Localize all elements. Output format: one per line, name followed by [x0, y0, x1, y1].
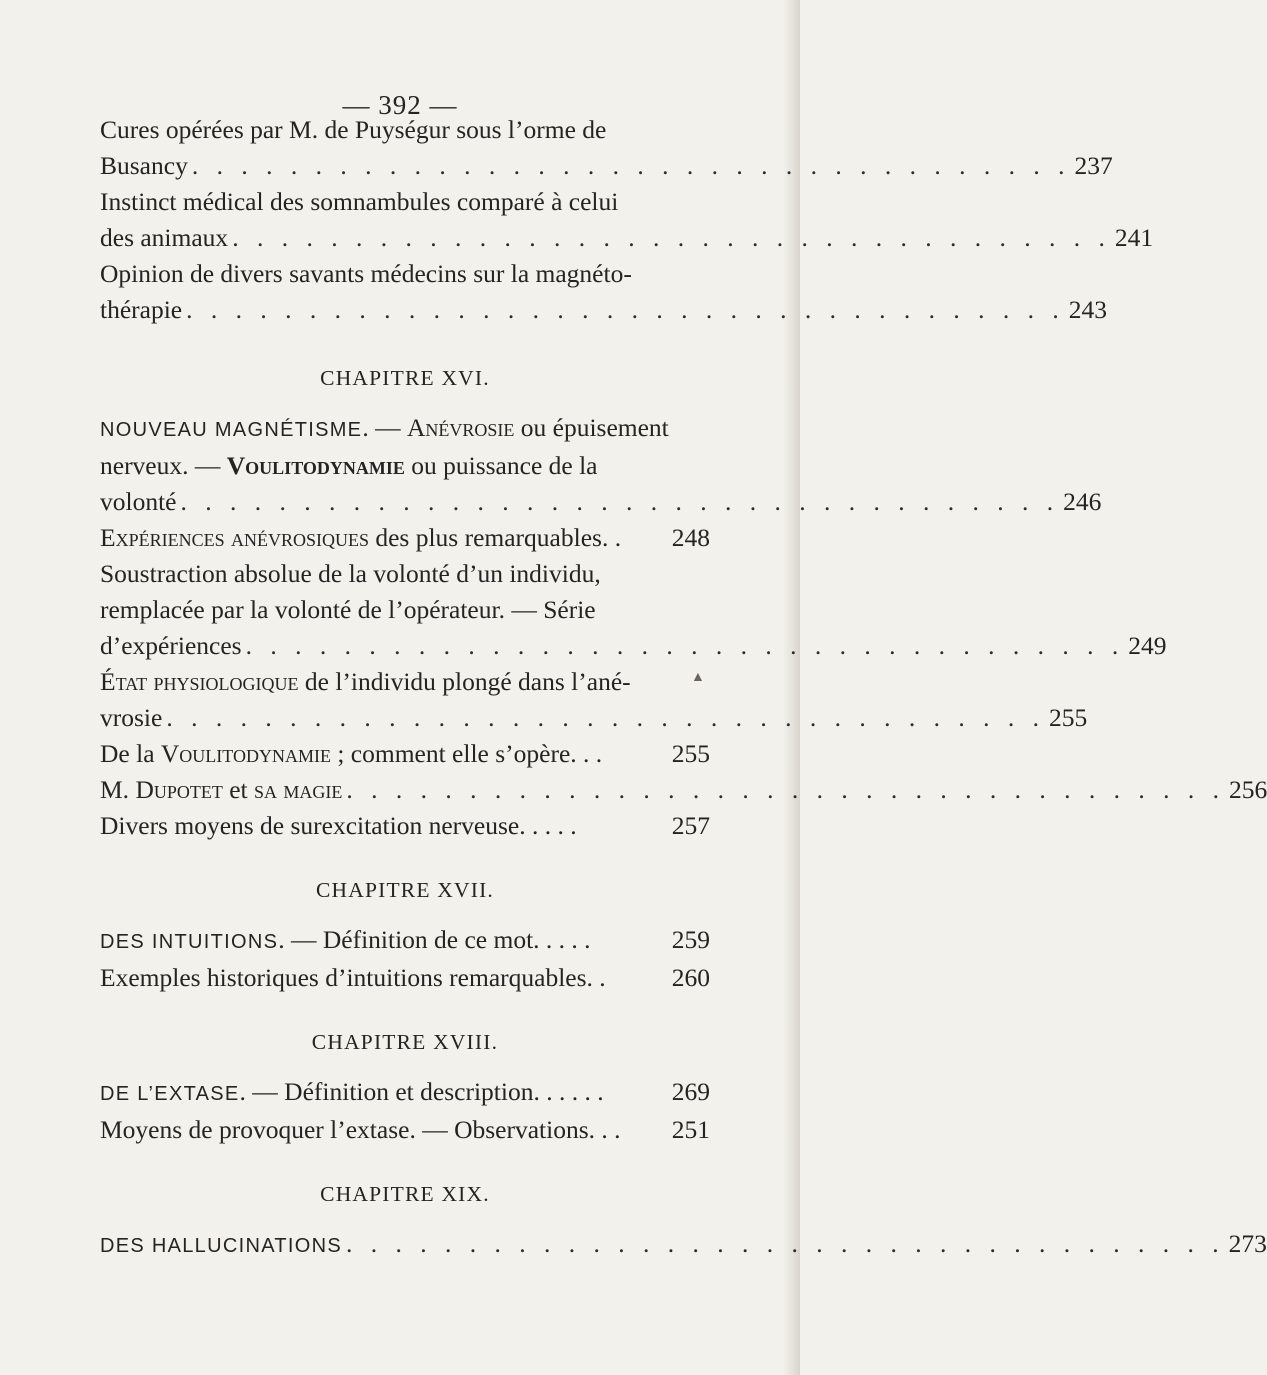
entry-last-line — [100, 292, 1107, 328]
dot-leader: . . . . . . . . . . . . . . . . . . . . . . . . . . . . . . . . . . . . — [346, 775, 1226, 804]
entry-text: ; comment elle s’opère. . . — [330, 739, 603, 768]
entry-text-group — [100, 736, 602, 772]
entry-last-line — [100, 1226, 1267, 1264]
entry-smallcaps: Dupotet — [135, 775, 223, 804]
page-ref: 246 — [1063, 487, 1102, 516]
entry-last-line — [100, 1074, 710, 1112]
page-ref: 259 — [671, 925, 710, 954]
toc-entry: Soustraction absolue de la volonté d’un individu, remplacée par la volonté de l’opérateur. — Série d’expériences . . . . . . . . . . . . . . . . . . . . . . . . . . . . . . . . . . . . 249 ▲ — [100, 556, 710, 664]
toc-entry — [100, 256, 1107, 328]
toc-entry — [100, 664, 1088, 736]
entry-last-line — [100, 220, 1154, 256]
entry-text: M. — [100, 775, 136, 804]
chapter-heading: CHAPITRE XVI. — [320, 366, 490, 390]
page-ref: 255 — [671, 739, 710, 768]
entry-caps: DES INTUITIONS — [100, 931, 279, 953]
toc-entry — [100, 184, 1154, 256]
entry-text: Soustraction absolue de la volonté d’un individu, — [100, 559, 601, 588]
toc-entry — [100, 1112, 710, 1148]
entry-line — [100, 410, 710, 448]
chapter-heading: CHAPITRE XVII. — [315, 878, 495, 902]
page-ref: 251 — [671, 1115, 710, 1144]
toc-entry — [100, 1074, 710, 1112]
page-ref: 269 — [671, 1077, 710, 1106]
entry-smallcaps: Expériences anévrosiques — [100, 523, 369, 552]
entry-last-line — [100, 484, 1102, 520]
entry-text-group — [100, 772, 342, 808]
entry-text: nerveux. — — [100, 451, 227, 480]
entry-text: De la — [100, 739, 161, 768]
toc-entry — [100, 922, 710, 960]
entry-smallcaps: Voulitodynamie — [160, 739, 331, 768]
entry-last-line — [100, 148, 1113, 184]
entry-caps: NOUVEAU MAGNÉTISME — [100, 419, 363, 441]
entry-text: thérapie — [100, 295, 183, 324]
page-ref: 273 — [1228, 1229, 1267, 1258]
toc-entry — [100, 772, 1267, 808]
toc-entry — [100, 960, 710, 996]
page-ref: 237 — [1074, 151, 1113, 180]
page-ref: 248 — [671, 523, 710, 552]
entry-text: . — — [362, 413, 407, 442]
entry-text-group — [100, 1074, 604, 1112]
toc-entry — [100, 1226, 1267, 1264]
chapter-heading: CHAPITRE XVIII. — [311, 1030, 499, 1054]
entry-text: Moyens de provoquer l’extase. — Observations. . . — [100, 1115, 621, 1144]
entry-text: . — Définition et description. . . . . . — [239, 1077, 604, 1106]
entry-smallcaps: Anévrosie — [406, 413, 515, 442]
entry-text: remplacée par la volonté de l’opérateur. — Série — [100, 595, 596, 624]
entry-smallcaps: Voulitodynamie — [226, 451, 405, 480]
entry-text: . — Définition de ce mot. . . . . — [278, 925, 591, 954]
entry-caps: DES HALLUCINATIONS — [100, 1235, 342, 1257]
entry-last-line — [100, 1112, 710, 1148]
entry-text: Cures opérées par M. de Puységur sous l’orme de — [100, 115, 607, 144]
toc-entry — [100, 736, 710, 772]
dot-leader: . . . . . . . . . . . . . . . . . . . . . . . . . . . . . . . . . . . . — [245, 631, 1125, 660]
entry-last-line — [100, 736, 710, 772]
entry-caps: DE L’EXTASE — [100, 1083, 240, 1105]
page-ref: 243 — [1068, 295, 1107, 324]
entry-line — [100, 448, 710, 484]
entry-text: Opinion de divers savants médecins sur la magnéto- — [100, 259, 632, 288]
dot-leader: . . . . . . . . . . . . . . . . . . . . . . . . . . . . . . . . . . . . — [180, 487, 1060, 516]
dot-leader: . . . . . . . . . . . . . . . . . . . . . . . . . . . . . . . . . . . . — [166, 703, 1045, 732]
page-ref: 257 — [671, 811, 710, 840]
entry-last-line — [100, 922, 710, 960]
chapter-heading: CHAPITRE XIX. — [320, 1182, 490, 1206]
entry-last-line — [100, 628, 1167, 664]
entry-text-group — [100, 922, 591, 960]
entry-text: d’expériences — [100, 631, 242, 660]
entry-last-line — [100, 960, 710, 996]
entry-text: Divers moyens de surexcitation nerveuse. . . . . — [100, 811, 577, 840]
entry-text: Instinct médical des somnambules comparé à celui — [100, 187, 619, 216]
entry-last-line — [100, 772, 1267, 808]
dot-leader: . . . . . . . . . . . . . . . . . . . . . . . . . . . . . . . . . . . . — [191, 151, 1071, 180]
toc-entry — [100, 520, 710, 556]
entry-text: des plus remarquables. . — [368, 523, 622, 552]
page-ref: 241 — [1114, 223, 1154, 252]
entry-text: des animaux — [100, 223, 229, 252]
entry-text: ou puissance de la — [404, 451, 598, 480]
page-number: — 392 — — [342, 90, 458, 120]
page-ref: 249 — [1128, 631, 1167, 660]
entry-text: Exemples historiques d’intuitions remarquables. . — [100, 963, 606, 992]
entry-text: ou épuisement — [514, 413, 669, 442]
dot-leader: . . . . . . . . . . . . . . . . . . . . . . . . . . . . . . . . . . . . — [345, 1229, 1225, 1258]
toc-entry — [100, 112, 1113, 184]
entry-text-group — [100, 520, 621, 556]
table-of-contents — [100, 112, 1267, 1264]
entry-last-line — [100, 520, 710, 556]
toc-entry — [100, 410, 1102, 520]
dot-leader: . . . . . . . . . . . . . . . . . . . . . . . . . . . . . . . . . . . . — [232, 223, 1111, 252]
entry-text: volonté — [100, 487, 177, 516]
entry-text: de l’individu plongé dans l’ané- — [298, 667, 631, 696]
entry-line — [100, 664, 710, 700]
entry-smallcaps: sa magie — [254, 775, 343, 804]
entry-text: Busancy — [100, 151, 188, 180]
entry-last-line — [100, 700, 1088, 736]
entry-last-line — [100, 808, 710, 844]
page-ref: 260 — [671, 963, 710, 992]
page-edge — [784, 0, 800, 1375]
dot-leader: . . . . . . . . . . . . . . . . . . . . . . . . . . . . . . . . . . . . — [186, 295, 1065, 324]
toc-entry — [100, 808, 710, 844]
page-ref: 256 — [1229, 775, 1267, 804]
entry-text: et — [222, 775, 255, 804]
entry-text: vrosie — [100, 703, 163, 732]
page-ref: 255 — [1048, 703, 1088, 732]
entry-smallcaps: État physiologique — [100, 667, 299, 696]
